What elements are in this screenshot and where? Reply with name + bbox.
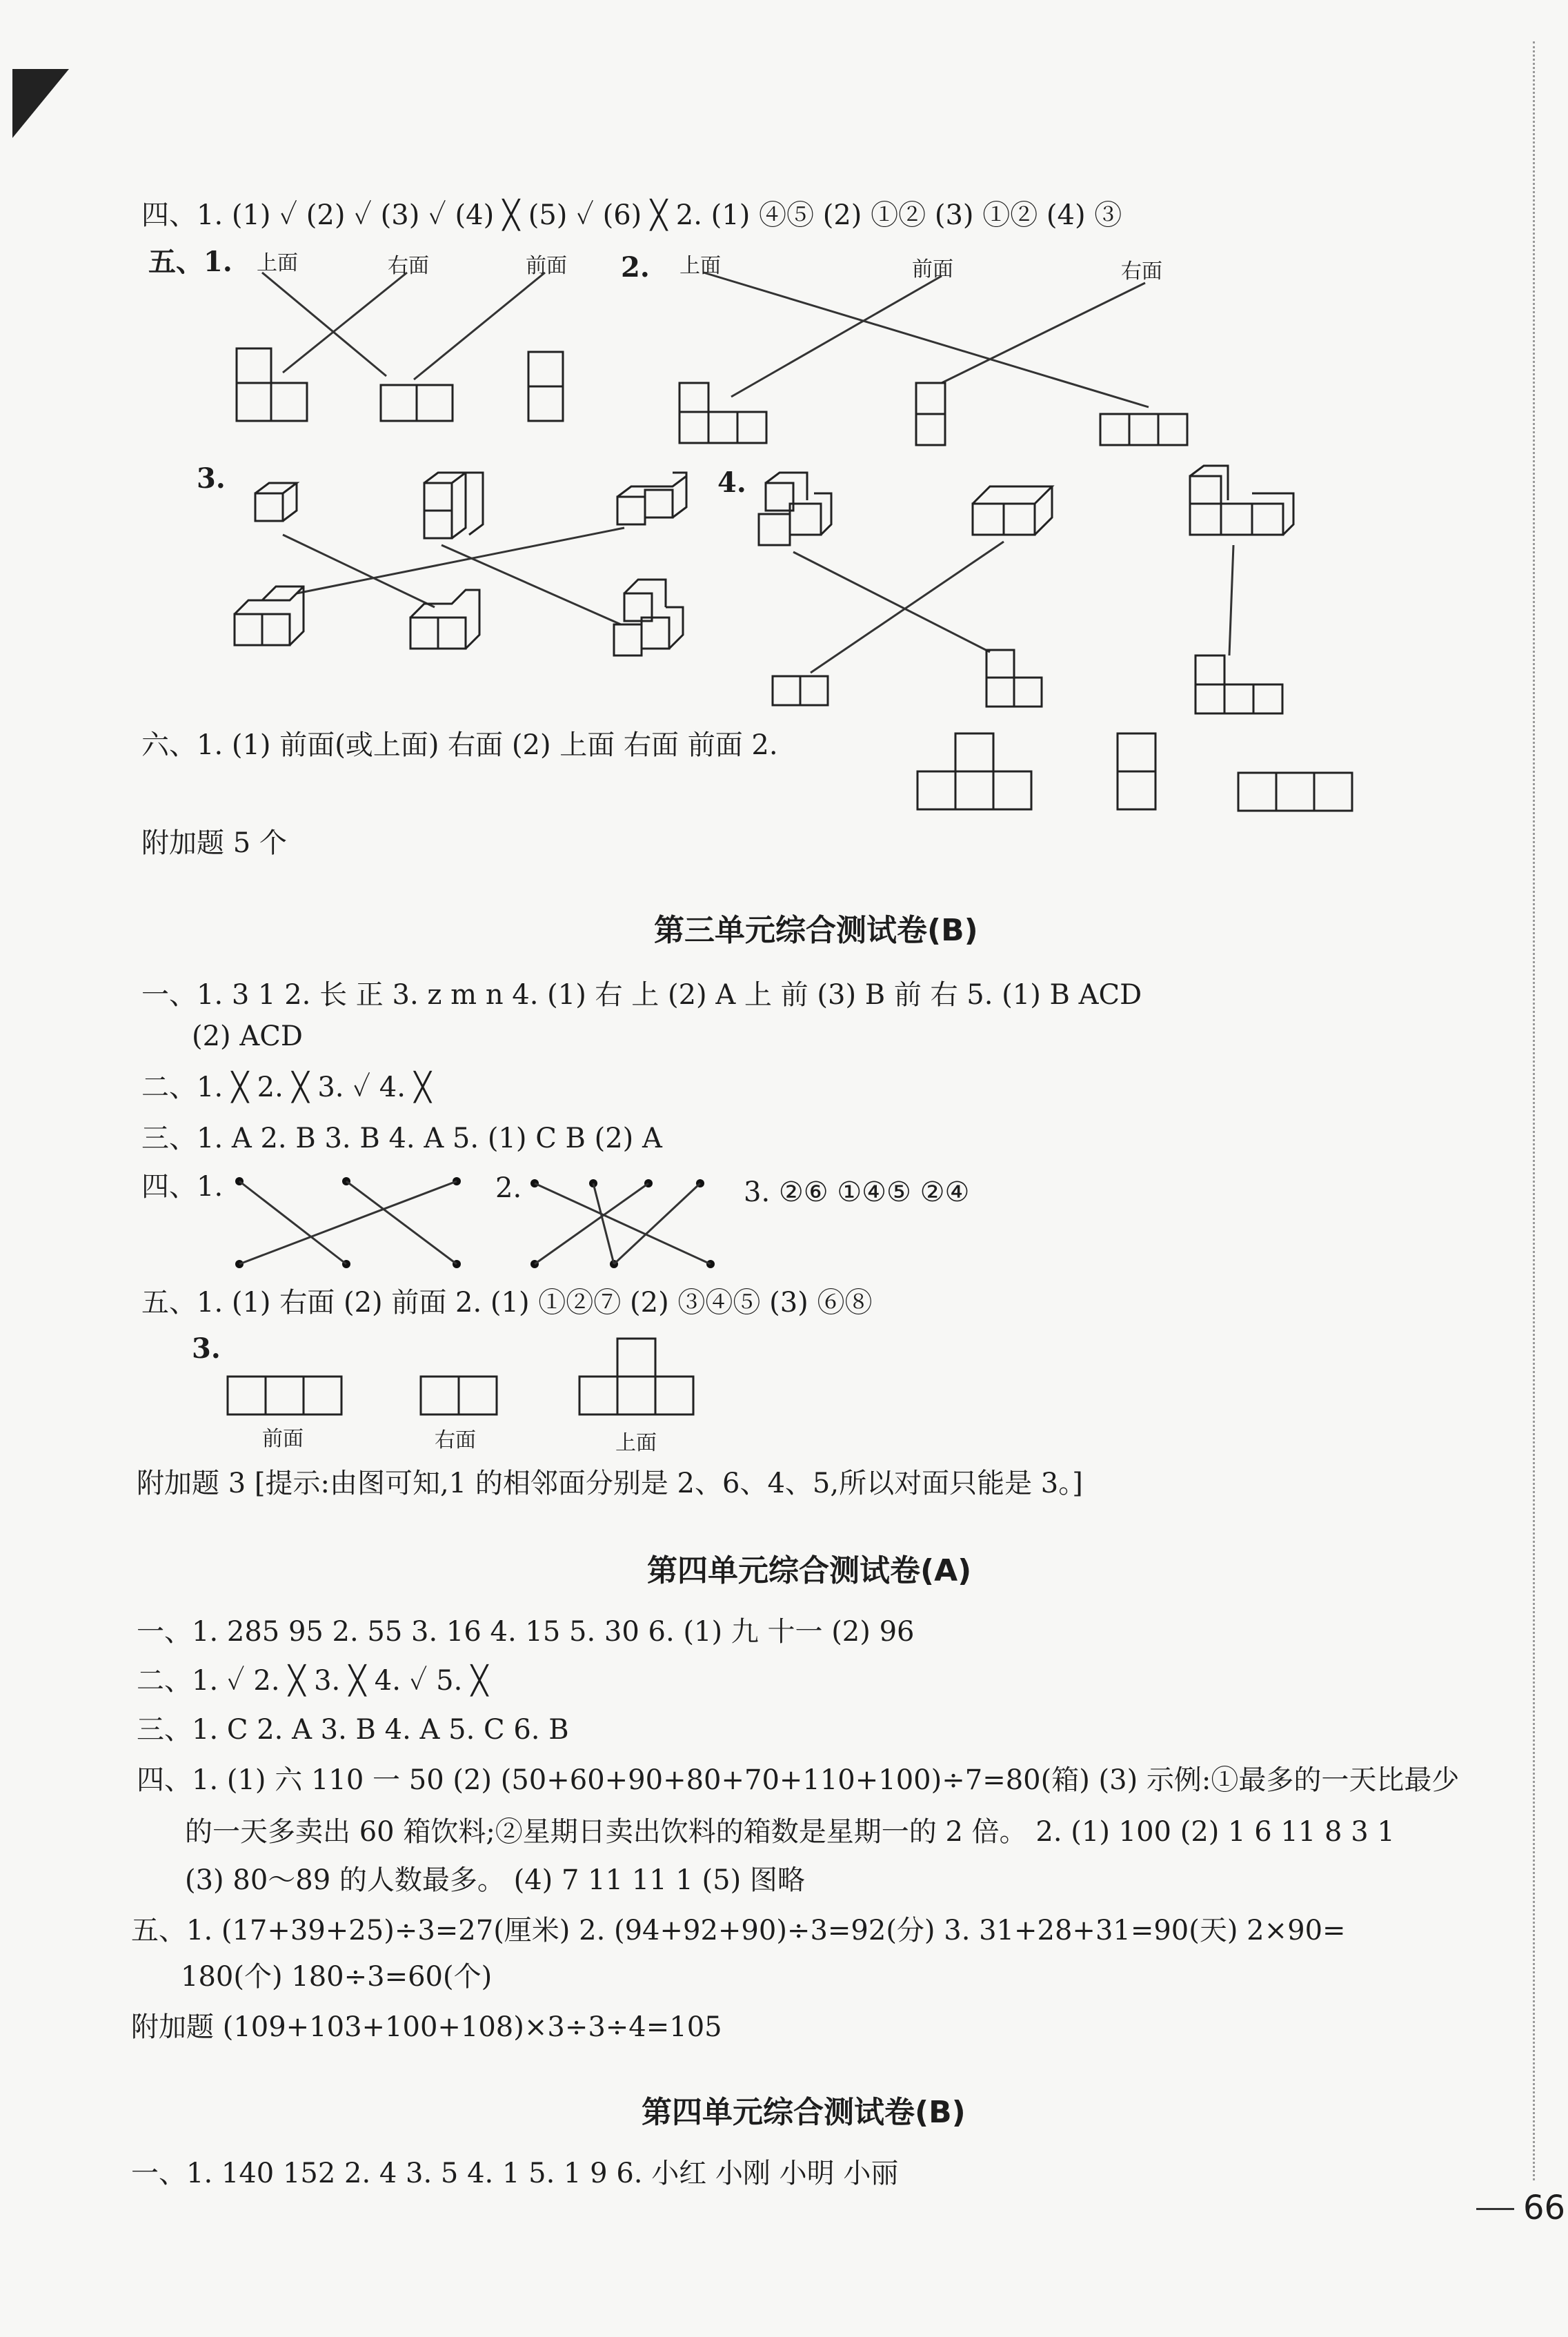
answer-line: 五、1. (17+39+25)÷3=27(厘米) 2. (94+92+90)÷3=92(分) 3. 31+28+31=90(天) 2×90= xyxy=(131,1915,1346,1946)
answer-line: 2. xyxy=(495,1172,522,1204)
answer-s5-2: 2. xyxy=(621,251,650,284)
answer-line: 一、1. 3 1 2. 长 正 3. z m n 4. (1) 右 上 (2) A 上 前 (3) B 前 右 5. (1) B ACD xyxy=(141,979,1142,1011)
cube-stack xyxy=(617,473,686,524)
answer-line: 3. ②⑥ ①④⑤ ②④ xyxy=(744,1176,970,1208)
view-shape xyxy=(237,348,307,421)
answer-line: 二、1. ╳ 2. ╳ 3. ✓ 4. ╳ xyxy=(141,1072,431,1103)
view-shape xyxy=(679,383,766,443)
view-shape xyxy=(1118,733,1155,809)
answer-line: (3) 80～89 的人数最多。 (4) 7 11 11 1 (5) 图略 xyxy=(185,1864,805,1896)
view-shape xyxy=(381,385,453,421)
section-title: 第四单元综合测试卷(A) xyxy=(647,1553,972,1588)
view-shape xyxy=(773,676,828,705)
answer-line: 的一天多卖出 60 箱饮料;②星期日卖出饮料的箱数是星期一的 2 倍。 2. (1) 100 (2) 1 6 11 8 3 1 xyxy=(185,1816,1395,1848)
answer-line: 四、1. xyxy=(141,1171,224,1203)
answer-line: 四、1. (1) 六 110 一 50 (2) (50+60+90+80+70+110+100)÷7=80(箱) (3) 示例:①最多的一天比最少 xyxy=(137,1764,1460,1796)
cube-stack xyxy=(1190,466,1293,535)
cube-stack xyxy=(614,580,683,655)
view-label: 右面 xyxy=(1121,259,1162,284)
view-shape xyxy=(528,352,563,421)
answer-line: 3. xyxy=(192,1332,221,1365)
answer-s5-1: 五、1. xyxy=(148,246,232,278)
extra-question: 附加题 (109+103+100+108)×3÷3÷4=105 xyxy=(131,2011,722,2043)
cube-stack xyxy=(235,586,304,645)
cube-stack xyxy=(255,483,297,521)
view-shape xyxy=(1195,655,1282,713)
answer-line: 五、1. (1) 右面 (2) 前面 2. (1) ①②⑦ (2) ③④⑤ (3) ⑥⑧ xyxy=(141,1287,873,1319)
view-shape xyxy=(1100,414,1187,445)
view-label: 上面 xyxy=(679,254,721,278)
view-shape xyxy=(986,650,1042,707)
cube-stack xyxy=(410,590,479,649)
page-number-rule xyxy=(1476,2208,1514,2210)
view-shape xyxy=(916,383,945,445)
view-front xyxy=(228,1377,341,1414)
view-top xyxy=(579,1339,693,1414)
extra-question: 附加题 3 [提示:由图可知,1 的相邻面分别是 2、6、4、5,所以对面只能是 3。] xyxy=(137,1468,1083,1499)
view-diagrams-top xyxy=(0,0,1568,828)
cube-stack xyxy=(759,473,831,545)
matching-diagrams xyxy=(0,1138,1568,1311)
answer-line: 三、1. A 2. B 3. B 4. A 5. (1) C B (2) A xyxy=(141,1123,662,1154)
view-label: 前面 xyxy=(912,257,953,282)
answer-line: 一、1. 285 95 2. 55 3. 16 4. 15 5. 30 6. (1) 九 十一 (2) 96 xyxy=(137,1616,915,1648)
view-label: 右面 xyxy=(435,1428,476,1452)
view-right xyxy=(421,1377,497,1414)
cube-stack xyxy=(424,473,483,538)
answer-line: 三、1. C 2. A 3. B 4. A 5. C 6. B xyxy=(137,1714,569,1746)
answer-line: 一、1. 140 152 2. 4 3. 5 4. 1 5. 1 9 6. 小红 小刚 小明 小丽 xyxy=(131,2158,899,2189)
answer-s4: 四、1. (1) ✓ (2) ✓ (3) ✓ (4) ╳ (5) ✓ (6) ╳ 2. (1) ④⑤ (2) ①② (3) ①② (4) ③ xyxy=(141,199,1122,231)
answer-s5-3: 3. xyxy=(197,462,226,495)
view-label: 上面 xyxy=(257,251,298,275)
view-label: 上面 xyxy=(615,1431,657,1455)
answer-line: 二、1. ✓ 2. ╳ 3. ╳ 4. ✓ 5. ╳ xyxy=(137,1665,488,1697)
extra-question: 附加题 5 个 xyxy=(141,827,287,859)
three-views xyxy=(0,1332,1568,1449)
section-title: 第三单元综合测试卷(B) xyxy=(654,913,978,948)
answer-s6: 六、1. (1) 前面(或上面) 右面 (2) 上面 右面 前面 2. xyxy=(141,729,778,761)
view-label: 前面 xyxy=(262,1427,304,1451)
view-shape xyxy=(1238,773,1352,811)
view-label: 前面 xyxy=(526,254,567,278)
cube-stack xyxy=(973,486,1052,535)
view-shape xyxy=(917,733,1031,809)
view-label: 右面 xyxy=(388,254,429,278)
answer-line: 180(个) 180÷3=60(个) xyxy=(181,1961,493,1993)
answer-line: (2) ACD xyxy=(192,1020,303,1052)
page-number: 66 xyxy=(1523,2189,1566,2227)
answer-s5-4: 4. xyxy=(717,466,746,499)
section-title: 第四单元综合测试卷(B) xyxy=(642,2095,966,2130)
